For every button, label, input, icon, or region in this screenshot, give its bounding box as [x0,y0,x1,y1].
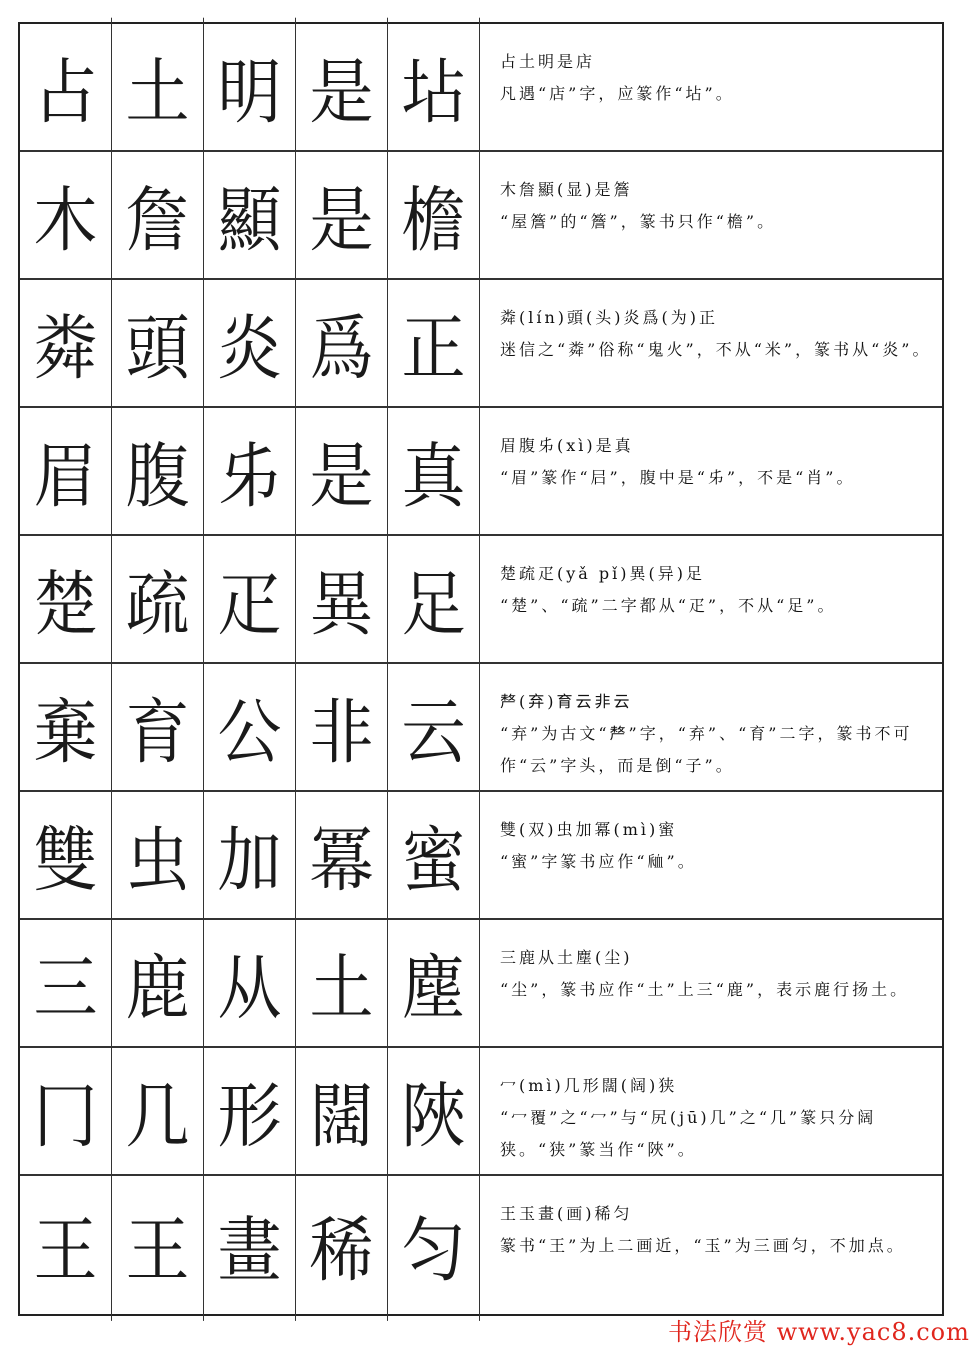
row-note: “冖覆”之“冖”与“尻(jū)几”之“几”篆只分阔狭。“狭”篆当作“陜”。 [500,1108,877,1159]
seal-glyph-cell: 棄 [20,658,112,797]
row-title: 眉腹𠂔(xì)是真 [500,436,634,455]
seal-script-table [18,22,944,1316]
table-row [20,1176,942,1314]
seal-glyph-cell: 眉 [20,402,112,541]
table-row [20,664,942,792]
row-note: “尘”，篆书应作“土”上三“鹿”，表示鹿行扬土。 [500,980,910,999]
seal-glyph-cell: 檐 [388,146,480,285]
seal-glyph-cell: 鹿 [112,914,204,1053]
row-note: “屋簷”的“簷”，篆书只作“檐”。 [500,212,777,231]
row-title: 三鹿从土塵(尘) [500,948,633,967]
seal-glyph-cell: 粦 [20,274,112,413]
watermark: 书法欣赏 www.yac8.com [668,1318,970,1346]
seal-glyph-cell: 顯 [204,146,296,285]
seal-glyph-cell: 加 [204,786,296,925]
seal-glyph-cell: 云 [388,658,480,797]
seal-glyph-cell: 爲 [296,274,388,413]
description-cell [480,408,942,534]
seal-glyph-cell: 坫 [388,18,480,157]
seal-glyph-cell: 匀 [388,1169,480,1321]
seal-glyph-cell: 王 [112,1169,204,1321]
table-row [20,536,942,664]
table-row [20,280,942,408]
seal-glyph-cell: 疋 [204,530,296,669]
seal-glyph-cell: 木 [20,146,112,285]
row-note: 凡遇“店”字，应篆作“坫”。 [500,84,735,103]
seal-glyph-cell: 是 [296,146,388,285]
table-row [20,152,942,280]
row-note: “弃”为古文“𠩺”字，“弃”、“育”二字，篆书不可作“云”字头，而是倒“子”。 [500,724,913,775]
seal-glyph-cell: 闊 [296,1042,388,1181]
seal-glyph-cell: 正 [388,274,480,413]
row-title: 粦(lín)頭(头)炎爲(为)正 [500,308,718,327]
description-cell [480,792,942,918]
seal-glyph-cell: 𠂔 [204,402,296,541]
seal-glyph-cell: 公 [204,658,296,797]
description-cell [480,664,942,790]
seal-glyph-cell: 冪 [296,786,388,925]
seal-glyph-cell: 真 [388,402,480,541]
row-title: 𠩺(弃)育云非云 [500,692,633,711]
row-title: 楚疏疋(yǎ pǐ)異(异)足 [500,564,705,583]
description-cell [480,920,942,1046]
seal-glyph-cell: 腹 [112,402,204,541]
seal-glyph-cell: 蜜 [388,786,480,925]
row-title: 木詹顯(显)是簷 [500,180,633,199]
seal-glyph-cell: 土 [112,18,204,157]
table-row [20,1048,942,1176]
seal-glyph-cell: 王 [20,1169,112,1321]
seal-glyph-cell: 是 [296,402,388,541]
row-title: 冖(mì)几形闊(阔)狭 [500,1076,678,1095]
seal-glyph-cell: 炎 [204,274,296,413]
row-note: 篆书“王”为上二画近，“玉”为三画匀，不加点。 [500,1236,906,1255]
seal-glyph-cell: 虫 [112,786,204,925]
row-note: 迷信之“粦”俗称“鬼火”，不从“米”，篆书从“炎”。 [500,340,932,359]
row-title: 王玉畫(画)稀匀 [500,1204,633,1223]
seal-glyph-cell: 陜 [388,1042,480,1181]
seal-glyph-cell: 畫 [204,1169,296,1321]
description-cell [480,280,942,406]
table-row [20,920,942,1048]
seal-glyph-cell: 三 [20,914,112,1053]
description-cell [480,1176,942,1314]
seal-glyph-cell: 雙 [20,786,112,925]
table-row [20,24,942,152]
seal-glyph-cell: 疏 [112,530,204,669]
row-note: “眉”篆作“𡰪”，腹中是“𠂔”，不是“肖”。 [500,468,856,487]
seal-glyph-cell: 詹 [112,146,204,285]
seal-glyph-cell: 足 [388,530,480,669]
row-note: “楚”、“疏”二字都从“疋”，不从“足”。 [500,596,837,615]
seal-glyph-cell: 从 [204,914,296,1053]
seal-glyph-cell: 稀 [296,1169,388,1321]
description-cell [480,152,942,278]
table-row [20,792,942,920]
description-cell [480,1048,942,1174]
table-row [20,408,942,536]
seal-glyph-cell: 異 [296,530,388,669]
seal-glyph-cell: 育 [112,658,204,797]
seal-glyph-cell: 形 [204,1042,296,1181]
seal-glyph-cell: 明 [204,18,296,157]
seal-glyph-cell: 非 [296,658,388,797]
description-cell [480,24,942,150]
row-title: 雙(双)虫加冪(mì)蜜 [500,820,678,839]
description-cell [480,536,942,662]
seal-glyph-cell: 楚 [20,530,112,669]
seal-glyph-cell: 冂 [20,1042,112,1181]
seal-glyph-cell: 占 [20,18,112,157]
seal-glyph-cell: 几 [112,1042,204,1181]
row-note: “蜜”字篆书应作“𧖴”。 [500,852,697,871]
seal-glyph-cell: 塵 [388,914,480,1053]
seal-glyph-cell: 土 [296,914,388,1053]
seal-glyph-cell: 頭 [112,274,204,413]
seal-glyph-cell: 是 [296,18,388,157]
row-title: 占土明是店 [500,52,596,71]
